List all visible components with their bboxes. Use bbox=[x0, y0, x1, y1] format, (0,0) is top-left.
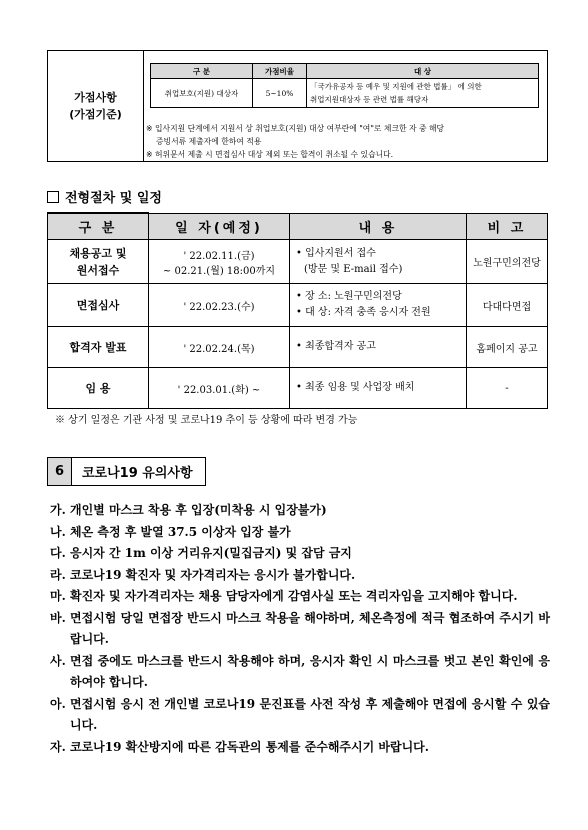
item-text: 체온 측정 후 발열 37.5 이상자 입장 불가 bbox=[70, 524, 291, 539]
bonus-points-table bbox=[47, 50, 548, 162]
row-target-line1: 「국가유공자 등 예우 및 지원에 관한 법률」 에 의한 bbox=[310, 82, 482, 91]
note-cell: 다대다면접 bbox=[467, 284, 548, 327]
content-cell: • 최종 임용 및 사업장 배치 bbox=[290, 368, 467, 409]
note-cell: - bbox=[467, 368, 548, 409]
item-text: 코로나19 확산방지에 따른 감독관의 통제를 준수해주시기 바랍니다. bbox=[70, 739, 429, 754]
schedule-table bbox=[47, 212, 548, 409]
list-item bbox=[50, 543, 550, 565]
table-row bbox=[48, 327, 548, 368]
list-item bbox=[50, 694, 550, 737]
table-row bbox=[48, 368, 548, 409]
content-line2: • 대 상: 자격 충족 응시자 전원 bbox=[296, 307, 431, 318]
section-6-header bbox=[47, 457, 206, 486]
content-cell: • 최종합격자 공고 bbox=[290, 327, 467, 368]
row-ratio: 5~10% bbox=[253, 79, 307, 108]
stage-cell: 임 용 bbox=[48, 368, 149, 409]
content-line1: • 입사지원서 접수 bbox=[296, 247, 376, 259]
list-item bbox=[50, 565, 550, 587]
table-row bbox=[48, 284, 548, 327]
item-text: 면접시험 당일 면접장 반드시 마스크 착용을 해야하며, 체온측정에 적극 협조하여 주시기 바랍니다. bbox=[70, 610, 550, 646]
note-cell: 노원구민의전당 bbox=[467, 240, 548, 284]
list-item bbox=[50, 522, 550, 544]
list-item bbox=[50, 500, 550, 522]
content-line2: (방문 및 E-mail 접수) bbox=[304, 263, 403, 275]
content-cell bbox=[290, 240, 467, 284]
header-category: 구 분 bbox=[151, 64, 253, 79]
row-target bbox=[307, 79, 539, 108]
item-mark: 라. bbox=[50, 567, 66, 582]
bonus-points-label bbox=[48, 51, 144, 161]
item-text: 응시자 간 1m 이상 거리유지(밀집금지) 및 잡담 금지 bbox=[70, 546, 352, 560]
stage-cell: 면접심사 bbox=[48, 284, 149, 327]
stage-cell: 합격자 발표 bbox=[48, 327, 149, 368]
note-2: 증빙서류 제출자에 한하여 적용 bbox=[156, 137, 262, 146]
date-cell: ' 22.02.23.(수) bbox=[149, 284, 290, 327]
bonus-label-line1: 가점사항 bbox=[74, 91, 117, 104]
sched-header-content: 내 용 bbox=[290, 213, 467, 240]
bonus-inner-table bbox=[150, 63, 539, 108]
list-item bbox=[50, 737, 550, 759]
date-cell: ' 22.02.24.(목) bbox=[149, 327, 290, 368]
item-mark: 자. bbox=[50, 739, 66, 754]
item-mark: 아. bbox=[50, 696, 66, 711]
item-mark: 마. bbox=[50, 589, 66, 603]
list-item bbox=[50, 586, 550, 608]
schedule-title-text: 전형절차 및 일정 bbox=[65, 191, 162, 206]
list-item bbox=[50, 651, 550, 694]
date-cell: ' 22.03.01.(화) ~ bbox=[149, 368, 290, 409]
sched-header-stage: 구 분 bbox=[48, 213, 149, 240]
note-1: ※ 입사지원 단계에서 지원서 상 취업보호(지원) 대상 여부란에 "여"로 체크한 자 중 해당 bbox=[146, 124, 445, 133]
table-row bbox=[48, 240, 548, 284]
date-cell bbox=[149, 240, 290, 284]
item-text: 개인별 마스크 착용 후 입장(미착용 시 입장불가) bbox=[70, 503, 327, 517]
item-text: 확진자 및 자가격리자는 채용 담당자에게 감염사실 또는 격리자임을 고지해야 합니다. bbox=[70, 589, 518, 603]
schedule-footnote: ※ 상기 일정은 기관 사정 및 코로나19 추이 등 상황에 따라 변경 가능 bbox=[55, 415, 358, 426]
stage-line1: 채용공고 및 bbox=[69, 246, 127, 260]
item-mark: 사. bbox=[50, 653, 66, 668]
bonus-label-line2: (가점기준) bbox=[69, 108, 122, 121]
list-item bbox=[50, 608, 550, 651]
item-mark: 바. bbox=[50, 610, 66, 625]
item-text: 면접 중에도 마스크를 반드시 착용해야 하며, 응시자 확인 시 마스크를 벗고 본인 확인에 응하여야 합니다. bbox=[70, 653, 550, 689]
stage-line2: 원서접수 bbox=[76, 263, 120, 277]
header-ratio: 가점비율 bbox=[253, 64, 307, 79]
content-cell bbox=[290, 284, 467, 327]
checkbox-icon bbox=[47, 191, 59, 203]
item-mark: 나. bbox=[50, 524, 66, 539]
covid-guidelines-list bbox=[50, 500, 550, 758]
date-line2: ~ 02.21.(월) 18:00까지 bbox=[162, 265, 276, 277]
row-target-line2: 취업지원대상자 등 관련 법률 해당자 bbox=[310, 95, 429, 104]
date-line1: ' 22.02.11.(금) bbox=[183, 250, 255, 262]
item-text: 코로나19 확진자 및 자가격리자는 응시가 불가합니다. bbox=[70, 567, 356, 582]
bonus-notes bbox=[146, 122, 444, 161]
section-number: 6 bbox=[48, 458, 72, 485]
schedule-section-title bbox=[47, 187, 162, 206]
note-3: ※ 허위문서 제출 시 면접심사 대상 제외 또는 합격이 취소될 수 있습니다. bbox=[146, 150, 394, 159]
content-line1: • 장 소: 노원구민의전당 bbox=[296, 291, 402, 302]
item-text: 면접시험 응시 전 개인별 코로나19 문진표를 사전 작성 후 제출해야 면접에 응시할 수 있습니다. bbox=[70, 696, 550, 732]
sched-header-note: 비 고 bbox=[467, 213, 548, 240]
sched-header-date: 일 자(예정) bbox=[149, 213, 290, 240]
header-target: 대 상 bbox=[307, 64, 539, 79]
item-mark: 다. bbox=[50, 546, 66, 560]
item-mark: 가. bbox=[50, 503, 66, 517]
row-category: 취업보호(지원) 대상자 bbox=[151, 79, 253, 108]
section-title: 코로나19 유의사항 bbox=[82, 466, 193, 481]
stage-cell bbox=[48, 240, 149, 284]
note-cell: 홈페이지 공고 bbox=[467, 327, 548, 368]
